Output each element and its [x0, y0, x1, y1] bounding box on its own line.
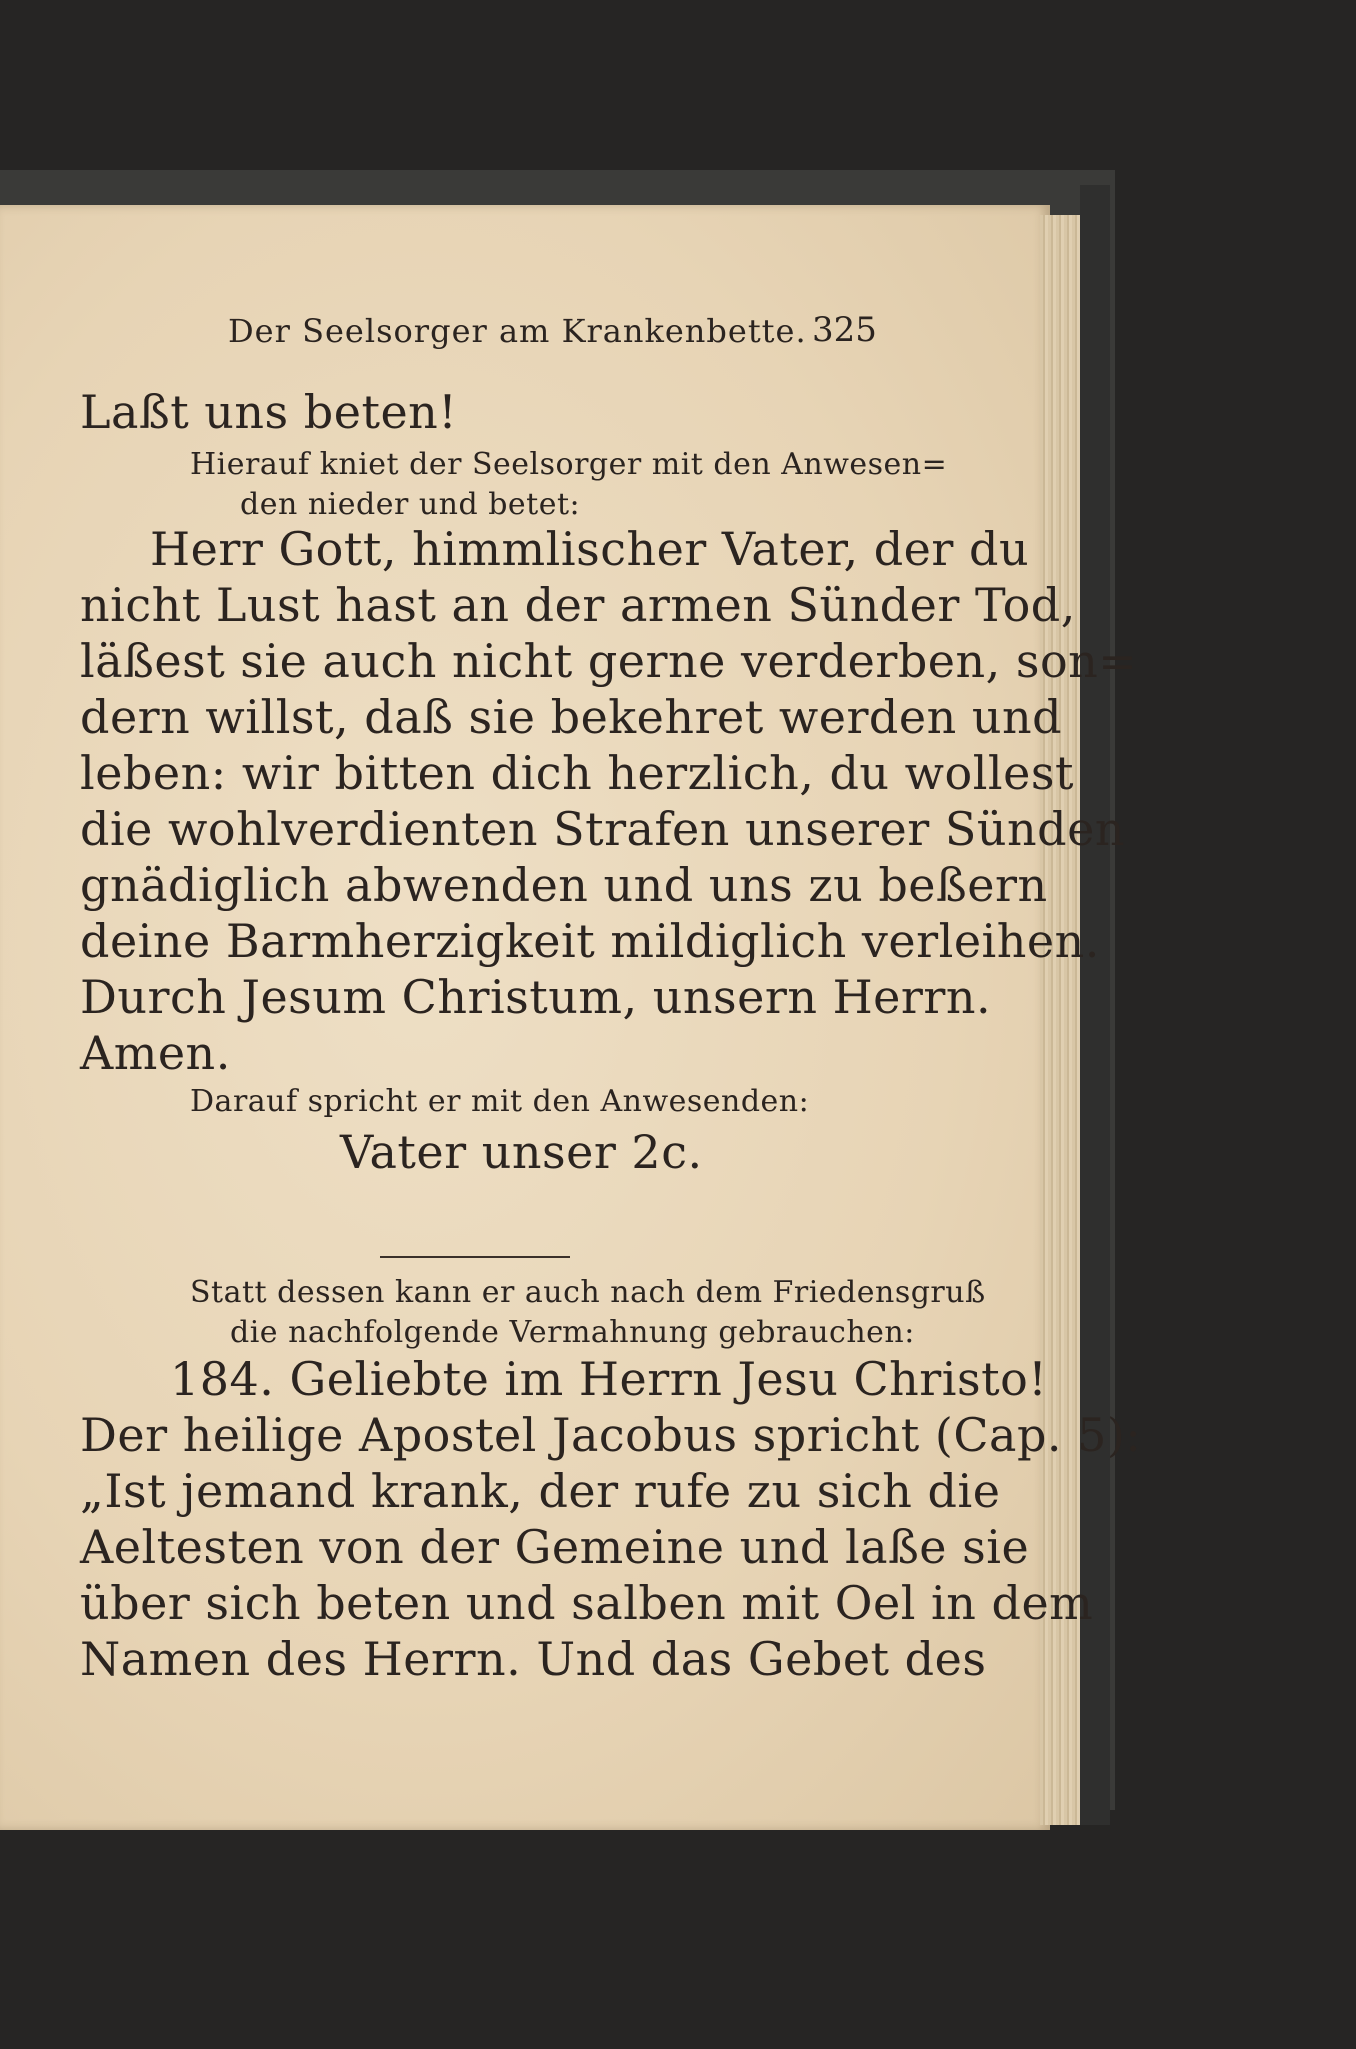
text-line: Amen. — [80, 1026, 231, 1080]
text-line: nicht Lust hast an der armen Sünder Tod, — [80, 578, 1076, 632]
text-line: 184. Geliebte im Herrn Jesu Christo! — [170, 1352, 1048, 1406]
text-line: Aeltesten von der Gemeine und laße sie — [80, 1520, 1030, 1574]
text-line: Namen des Herrn. Und das Gebet des — [80, 1632, 987, 1686]
text-line: leben: wir bitten dich herzlich, du wollest — [80, 746, 1074, 800]
text-line: den nieder und betet: — [240, 487, 581, 522]
text-line: Darauf spricht er mit den Anwesenden: — [190, 1084, 810, 1119]
text-line: deine Barmherzigkeit mildiglich verleihen. — [80, 914, 1100, 968]
text-line: Statt dessen kann er auch nach dem Friedensgruß — [190, 1275, 986, 1310]
text-line: Durch Jesum Christum, unsern Herrn. — [80, 970, 992, 1024]
running-title: Der Seelsorger am Krankenbette. — [228, 312, 807, 350]
text-line: „Ist jemand krank, der rufe zu sich die — [80, 1464, 1001, 1518]
text-line: über sich beten und salben mit Oel in dem — [80, 1576, 1094, 1630]
text-line: Laßt uns beten! — [80, 385, 458, 439]
text-line: Der heilige Apostel Jacobus spricht (Cap. 5): — [80, 1408, 1142, 1462]
text-line: gnädiglich abwenden und uns zu beßern — [80, 858, 1048, 912]
text-line: die nachfolgende Vermahnung gebrauchen: — [230, 1315, 915, 1350]
page-number: 325 — [812, 310, 877, 350]
text-line: Hierauf kniet der Seelsorger mit den Anwesen= — [190, 447, 948, 482]
text-line: die wohlverdienten Strafen unserer Sünden — [80, 802, 1125, 856]
text-line: läßest sie auch nicht gerne verderben, son= — [80, 634, 1138, 688]
text-line: dern willst, daß sie bekehret werden und — [80, 690, 1063, 744]
text-line: Herr Gott, himmlischer Vater, der du — [150, 522, 1030, 576]
text-line: Vater unser 2c. — [340, 1125, 703, 1179]
section-divider — [380, 1256, 570, 1258]
